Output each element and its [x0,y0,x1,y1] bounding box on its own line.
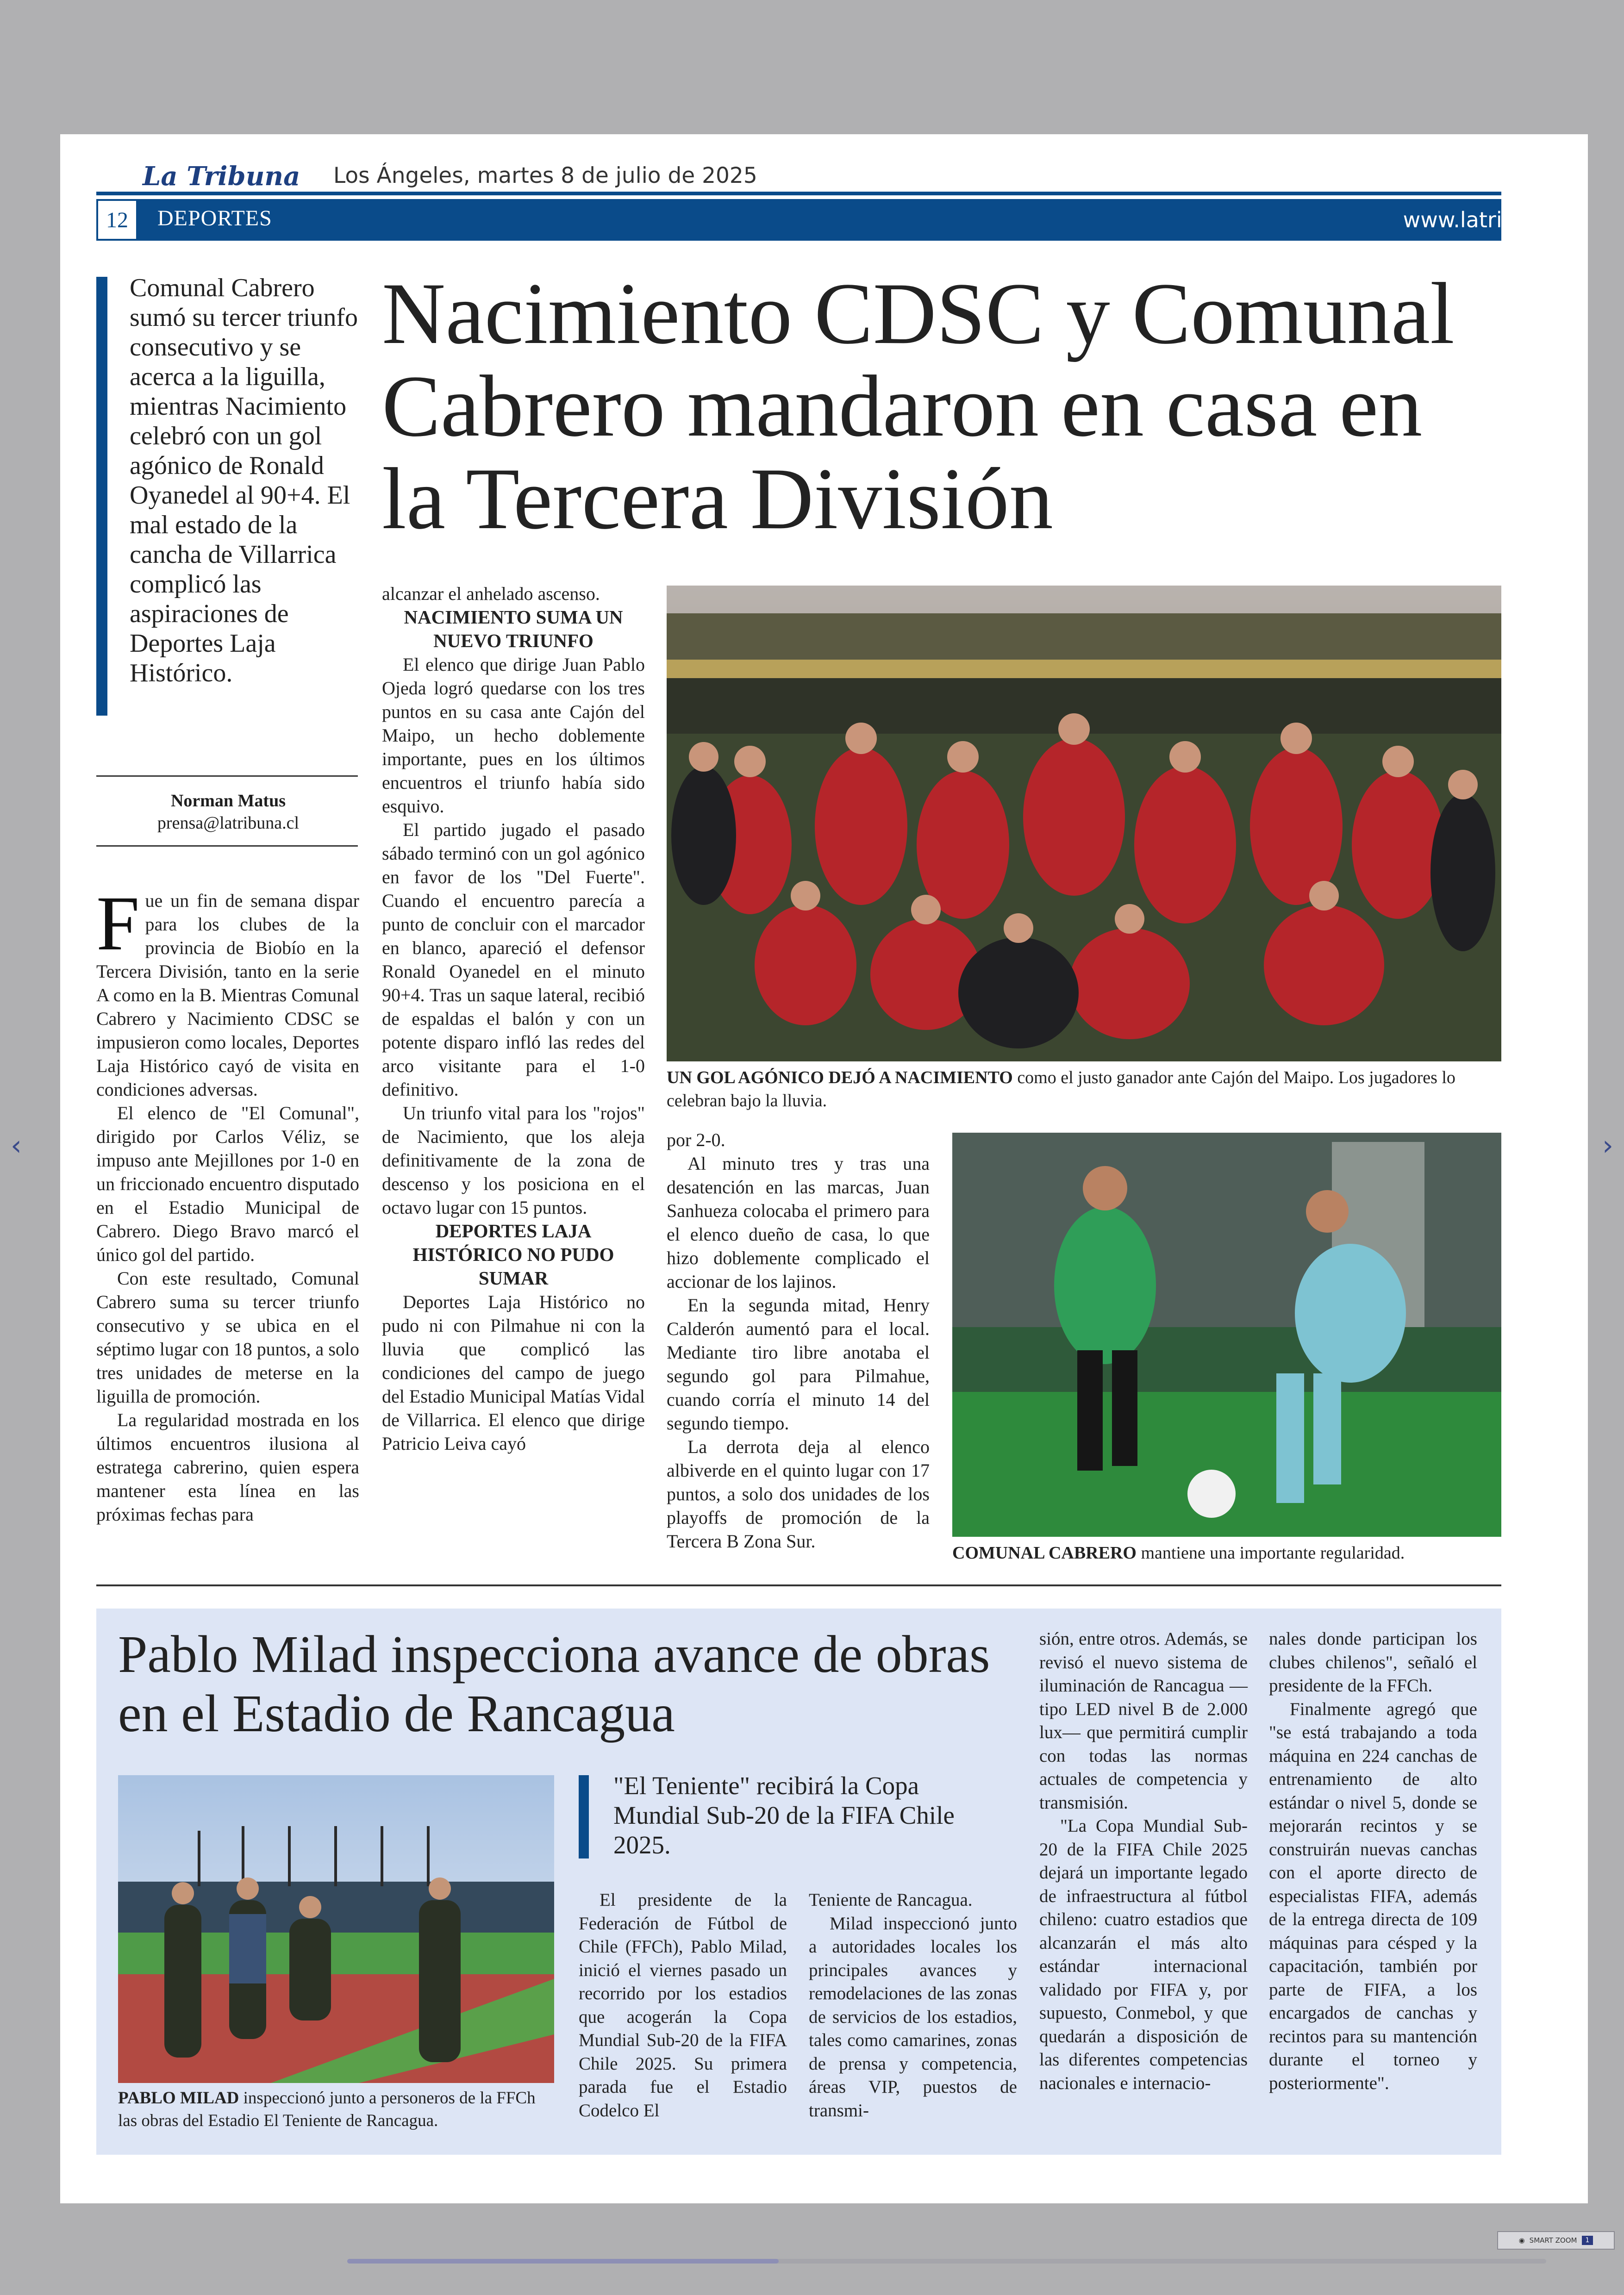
sidebar-column-3 [1039,1628,1248,2095]
paragraph: Milad inspeccionó junto a autoridades locales los principales avances y remodelaciones de las zonas de servicios de los estadios, tales como camarines, zonas de prensa y competencia, áreas VIP, puestos de transmi- [809,1913,1017,2120]
section-title: DEPORTES [157,206,272,231]
lead-accent-bar [96,277,107,716]
dateline: Los Ángeles, martes 8 de julio de 2025 [333,163,757,188]
next-page-arrow[interactable]: › [1602,1129,1613,1162]
paragraph: El presidente de la Federación de Fútbol de Chile (FFCh), Pablo Milad, inició el viernes pasado un recorrido por los estadios que acogerán la Copa Mundial Sub-20 de la FIFA Chile 2025. Su primera parada fue el Estadio Codelco El [579,1890,787,2120]
smart-zoom-label: SMART ZOOM [1529,2236,1577,2245]
match-action-photo [952,1133,1501,1537]
eye-icon: ◉ [1518,2236,1525,2245]
paragraph: "La Copa Mundial Sub-20 de la FIFA Chile 2025 dejará un importante legado de infraestructura al fútbol chileno: cuatro estadios que alcanzarán el más alto estándar internacional validado por FIFA y, por supuesto, Conmebol, y que quedarán a disposición de las diferentes competencias nacionales e internacio- [1039,1816,1248,2093]
paragraph: nales donde participan los clubes chilenos", señaló el presidente de la FFCh. [1269,1629,1477,1696]
drop-cap: F [96,880,140,967]
photo-caption-cabrero [952,1541,1501,1565]
article-lead: Comunal Cabrero sumó su tercer triunfo consecutivo y se acerca a la liguilla, mientras Nacimiento celebró con un gol agónico de Ronald Oyanedel al 90+4. El mal estado de la cancha de Villarrica complicó las aspiraciones de Deportes Laja Histórico. [130,274,358,687]
paragraph: Al minuto tres y tras una desatención en las marcas, Juan Sanhueza colocaba el primero para el elenco dueño de casa, lo que hizo doblemente complicado el accionar de los lajinos. [667,1153,930,1292]
paragraph: Finalmente agregó que "se está trabajando a toda máquina en 224 canchas de entrenamiento de alto estándar o nivel 5, donde se mejorarán recintos y se construirán nuevas canchas con el aporte directo de especialistas FIFA, además de la entrega directa de 109 máquinas para césped y la capacitación, también por parte de FIFA, a los encargados de canchas y recintos para su mantención durante el torneo y posteriormente". [1269,1699,1477,2093]
stadium-inspection-photo [118,1775,554,2083]
paragraph: Teniente de Rancagua. [809,1890,973,1910]
paragraph: La derrota deja al elenco albiverde en el quinto lugar con 17 puntos, a solo dos unidades de los playoffs de promoción de la Tercera B Zona Sur. [667,1436,930,1552]
caption-text: inspeccionó junto a personeros de la FFCh las obras del Estadio El Teniente de Rancagua. [118,2089,536,2130]
pull-quote: "El Teniente" recibirá la Copa Mundial Sub-20 de la FIFA Chile 2025. [613,1771,955,1859]
site-url[interactable]: www.latribuna.cl [1403,207,1580,232]
section-band [96,195,1501,241]
prev-page-arrow[interactable]: ‹ [11,1129,22,1162]
byline-rule-top [96,775,358,777]
paragraph: El elenco de "El Comunal", dirigido por Carlos Véliz, se impuso ante Mejillones por 1-0 en un friccionado encuentro disputado en el Estadio Municipal de Cabrero. Diego Bravo marcó el único gol del partido. [96,1103,359,1265]
quote-accent-bar [579,1775,589,1858]
subheading: NACIMIENTO SUMA UN NUEVO TRIUNFO [404,606,623,651]
paragraph: por 2-0. [667,1129,725,1150]
page-progress-bar[interactable] [347,2259,1546,2264]
subheading: DEPORTES LAJA HISTÓRICO NO PUDO SUMAR [412,1220,614,1289]
paragraph: ue un fin de semana dispar para los clubes de la provincia de Biobío en la Tercera División, tanto en la serie A como en la B. Mientras Comunal Cabrero y Nacimiento CDSC se impusieron como locales, Deportes Laja Histórico cayó de visita en condiciones adversas. [96,890,359,1100]
sidebar-column-1 [579,1889,787,2122]
paragraph: Deportes Laja Histórico no pudo ni con Pilmahue ni con la lluvia que complicó las condiciones del campo de juego del Estadio Municipal Matías Vidal de Villarrica. El elenco que dirige Patricio Leiva cayó [382,1291,645,1454]
page-progress-fill [347,2259,779,2264]
article-column-2 [382,582,645,1455]
author-name: Norman Matus [170,791,286,811]
byline-rule-bottom [96,845,358,847]
paragraph: El elenco que dirige Juan Pablo Ojeda logró quedarse con los tres puntos en su casa ante Cajón del Maipo, un hecho doblemente importante, pues en los últimos encuentros el triunfo había sido esquivo. [382,654,645,817]
caption-lead: UN GOL AGÓNICO DEJÓ A NACIMIENTO [667,1068,1013,1087]
section-divider [96,1584,1501,1586]
caption-text: mantiene una importante regularidad. [1136,1543,1405,1563]
caption-lead: COMUNAL CABRERO [952,1543,1137,1563]
paragraph: El partido jugado el pasado sábado terminó con un gol agónico en favor de los "Del Fuerte". Cuando el encuentro parecía a punto de concluir con el marcador en blanco, apareció el defensor Ronald Oyanedel en el minuto 90+4. Tras un saque lateral, recibió de espaldas el balón y con un potente disparo infló las redes del arco visitante para el 1-0 definitivo. [382,819,645,1100]
page-number: 12 [96,199,138,241]
photo-caption-milad [118,2087,554,2132]
caption-lead: PABLO MILAD [118,2089,239,2108]
author-email[interactable]: prensa@latribuna.cl [157,813,300,833]
paragraph: Un triunfo vital para los "rojos" de Nacimiento, que los aleja definitivamente de la zona de descenso y los posiciona en el octavo lugar con 15 puntos. [382,1103,645,1218]
article-column-3 [667,1128,930,1553]
paragraph: sión, entre otros. Además, se revisó el nuevo sistema de iluminación de Rancagua —tipo LED nivel B de 2.000 lux— que permitirá cumplir con todas las normas actuales de competencia y transmisión. [1039,1629,1248,1813]
photo-caption-celebration [667,1066,1501,1112]
sidebar-column-4 [1269,1628,1477,2095]
article-headline: Nacimiento CDSC y Comunal Cabrero mandaron en casa en la Tercera División [382,265,1455,548]
caption-text: como el justo ganador ante Cajón del Maipo. Los jugadores lo celebran bajo la lluvia. [667,1068,1455,1110]
paragraph: alcanzar el anhelado ascenso. [382,583,600,604]
page-indicator-badge: 1 [1582,2236,1593,2245]
article-column-1 [96,880,359,1526]
team-celebration-photo [667,586,1501,1061]
paragraph: Con este resultado, Comunal Cabrero suma su tercer triunfo consecutivo y se ubica en el séptimo lugar con 18 puntos, a solo tres unidades de meterse en la liguilla de promoción. [96,1268,359,1407]
sidebar-column-2 [809,1889,1017,2122]
smart-zoom-button[interactable] [1497,2231,1615,2250]
paragraph: La regularidad mostrada en los últimos encuentros ilusiona al estratega cabrerino, quien espera mantener esta línea en las próximas fechas para [96,1409,359,1525]
newspaper-logo: La Tribuna [143,161,300,192]
sidebar-headline: Pablo Milad inspecciona avance de obras en el Estadio de Rancagua [118,1625,990,1743]
paragraph: En la segunda mitad, Henry Calderón aumentó para el local. Mediante tiro libre anotaba el segundo gol para Pilmahue, cuando corría el minuto 14 del segundo tiempo. [667,1295,930,1434]
